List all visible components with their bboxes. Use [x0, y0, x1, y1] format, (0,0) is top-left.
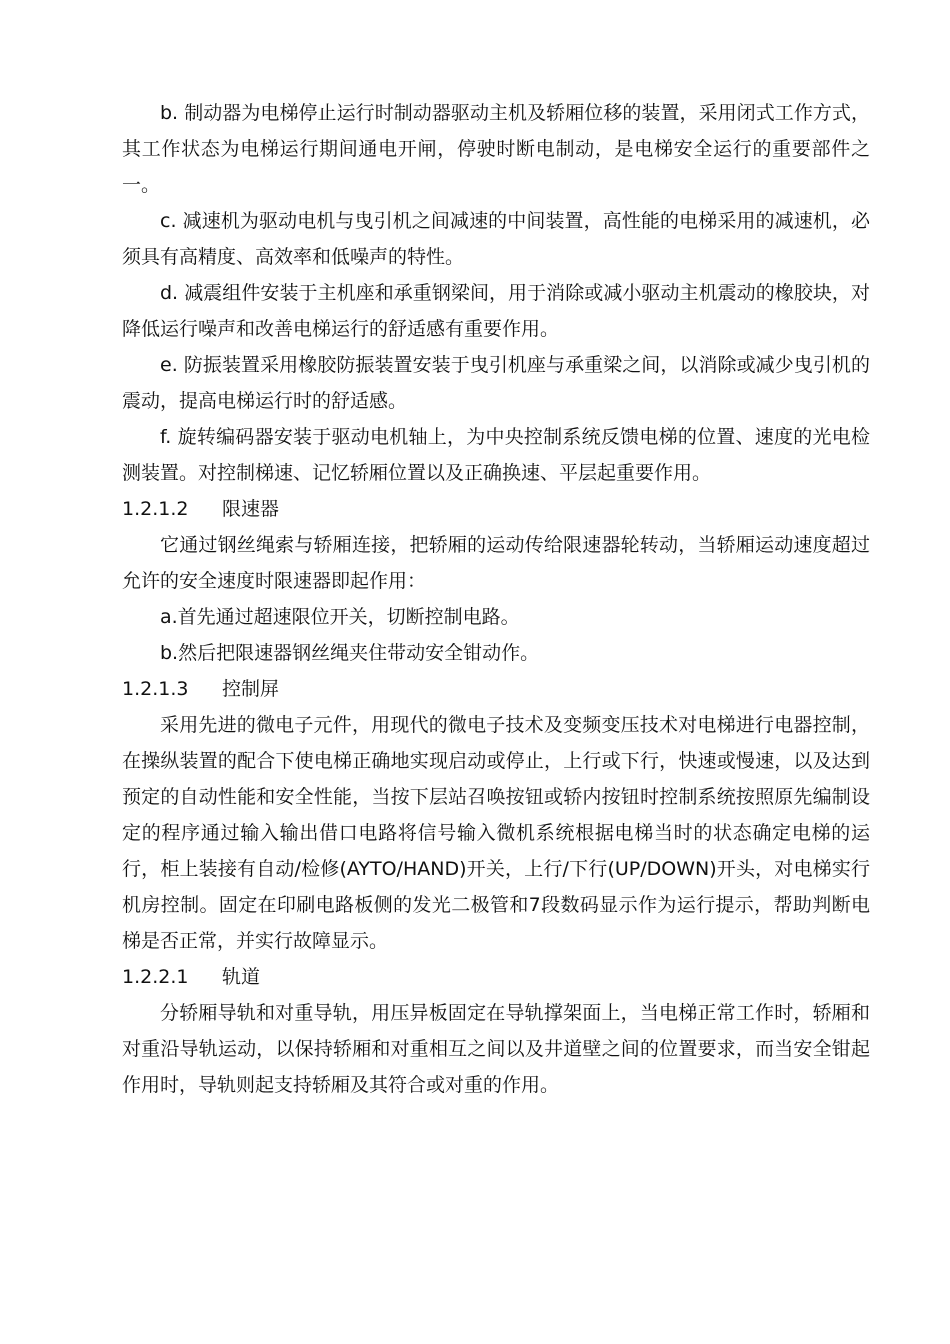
- section-title: 轨道: [222, 966, 261, 988]
- paragraph-reducer: c. 减速机为驱动电机与曳引机之间减速的中间装置，高性能的电梯采用的减速机，必须具有高精度、高效率和低噪声的特性。: [122, 210, 870, 268]
- document-page: [122, 95, 870, 1103]
- paragraph-control-panel: 采用先进的微电子元件，用现代的微电子技术及变频变压技术对电梯进行电器控制，在操纵装置的配合下使电梯正确地实现启动或停止，上行或下行，快速或慢速，以及达到预定的自动性能和安全性能，当按下层站召唤按钮或轿内按钮时控制系统按照原先编制设定的程序通过输入输出借口电路将信号输入微机系统根据电梯当时的状态确定电梯的运行，柜上装接有自动/检修(AYTO/HAND)开关，上行/下行(UP/DOWN)开头，对电梯实行机房控制。固定在印刷电路板侧的发光二极管和7段数码显示作为运行提示，帮助判断电梯是否正常，并实行故障显示。: [122, 714, 870, 952]
- paragraph-damper: d. 减震组件安装于主机座和承重钢梁间，用于消除或减小驱动主机震动的橡胶块，对降低运行噪声和改善电梯运行的舒适感有重要作用。: [122, 282, 870, 340]
- paragraph-guide-rail: 分轿厢导轨和对重导轨，用压异板固定在导轨撑架面上，当电梯正常工作时，轿厢和对重沿导轨运动，以保持轿厢和对重相互之间以及井道壁之间的位置要求，而当安全钳起作用时，导轨则起支持轿厢及其符合或对重的作用。: [122, 1002, 870, 1096]
- section-heading-speed-governor: [122, 491, 870, 527]
- paragraph-rotary-encoder: f. 旋转编码器安装于驱动电机轴上，为中央控制系统反馈电梯的位置、速度的光电检测装置。对控制梯速、记忆轿厢位置以及正确换速、平层起重要作用。: [122, 426, 870, 484]
- paragraph-brake: b. 制动器为电梯停止运行时制动器驱动主机及轿厢位移的装置，采用闭式工作方式，其工作状态为电梯运行期间通电开闸，停驶时断电制动，是电梯安全运行的重要部件之一。: [122, 102, 870, 196]
- paragraph-governor-step-b: b.然后把限速器钢丝绳夹住带动安全钳动作。: [160, 642, 540, 664]
- section-title: 限速器: [222, 498, 280, 520]
- section-heading-control-panel: [122, 671, 870, 707]
- section-number: 1.2.2.1: [122, 966, 189, 988]
- section-number: 1.2.1.2: [122, 498, 189, 520]
- paragraph-speed-governor: 它通过钢丝绳索与轿厢连接，把轿厢的运动传给限速器轮转动，当轿厢运动速度超过允许的安全速度时限速器即起作用：: [122, 534, 870, 592]
- section-title: 控制屏: [222, 678, 280, 700]
- section-heading-guide-rail: [122, 959, 870, 995]
- paragraph-vibration-isolator: e. 防振装置采用橡胶防振装置安装于曳引机座与承重梁之间，以消除或减少曳引机的震动，提高电梯运行时的舒适感。: [122, 354, 870, 412]
- paragraph-governor-step-a: a.首先通过超速限位开关，切断控制电路。: [160, 606, 520, 628]
- section-number: 1.2.1.3: [122, 678, 189, 700]
